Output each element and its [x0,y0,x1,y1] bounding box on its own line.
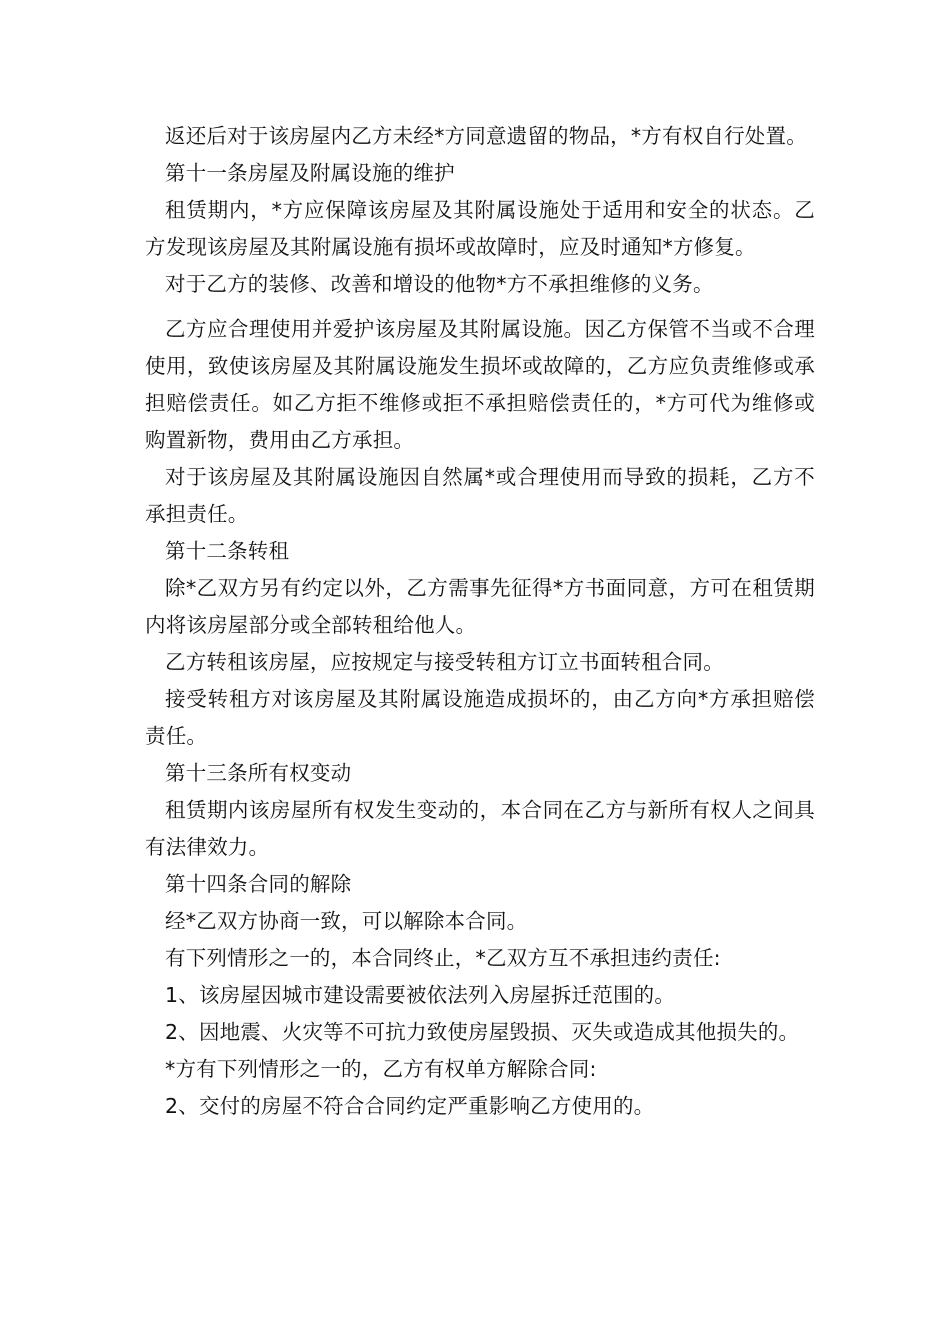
paragraph-mutual-termination: 经*乙双方协商一致，可以解除本合同。 [165,909,528,933]
list-item-demolition: 1、该房屋因城市建设需要被依法列入房屋拆迁范围的。 [165,983,676,1007]
paragraph-disposal-of-items: 返还后对于该房屋内乙方未经*方同意遗留的物品，*方有权自行处置。 [165,124,807,148]
paragraph-sublessee-damage: 接受转租方对该房屋及其附属设施造成损坏的，由乙方向*方承担赔偿责任。 [145,687,815,748]
paragraph-maintenance-obligation: 租赁期内，*方应保障该房屋及其附属设施处于适用和安全的状态。乙方发现该房屋及其附属设施有损坏或故障时，应及时通知*方修复。 [145,198,815,259]
article-11-heading: 第十一条房屋及附属设施的维护 [165,161,455,185]
list-item-force-majeure: 2、因地震、火灾等不可抗力致使房屋毁损、灭失或造成其他损失的。 [165,1020,800,1044]
article-13-heading: 第十三条所有权变动 [165,761,352,785]
document-body [145,118,815,1125]
paragraph-termination-conditions: 有下列情形之一的，本合同终止，*乙双方互不承担违约责任: [165,946,721,970]
paragraph-sublease-consent: 除*乙双方另有约定以外，乙方需事先征得*方书面同意，方可在租赁期内将该房屋部分或全部转租给他人。 [145,576,815,637]
article-14-heading: 第十四条合同的解除 [165,872,352,896]
paragraph-unilateral-termination: *方有下列情形之一的，乙方有权单方解除合同: [165,1057,597,1081]
paragraph-ownership-change: 租赁期内该房屋所有权发生变动的，本合同在乙方与新所有权人之间具有法律效力。 [145,798,815,859]
paragraph-no-repair-for-additions: 对于乙方的装修、改善和增设的他物*方不承担维修的义务。 [165,272,714,296]
list-item-nonconforming-house: 2、交付的房屋不符合合同约定严重影响乙方使用的。 [165,1094,655,1118]
paragraph-proper-use: 乙方应合理使用并爱护该房屋及其附属设施。因乙方保管不当或不合理使用，致使该房屋及其附属设施发生损坏或故障的，乙方应负责维修或承担赔偿责任。如乙方拒不维修或拒不承担赔偿责任的，*方可代为维修或购置新物，费用由乙方承担。 [145,317,815,452]
article-12-heading: 第十二条转租 [165,539,290,563]
paragraph-natural-wear: 对于该房屋及其附属设施因自然属*或合理使用而导致的损耗，乙方不承担责任。 [145,465,815,526]
paragraph-sublease-contract: 乙方转租该房屋，应按规定与接受转租方订立书面转租合同。 [165,650,724,674]
